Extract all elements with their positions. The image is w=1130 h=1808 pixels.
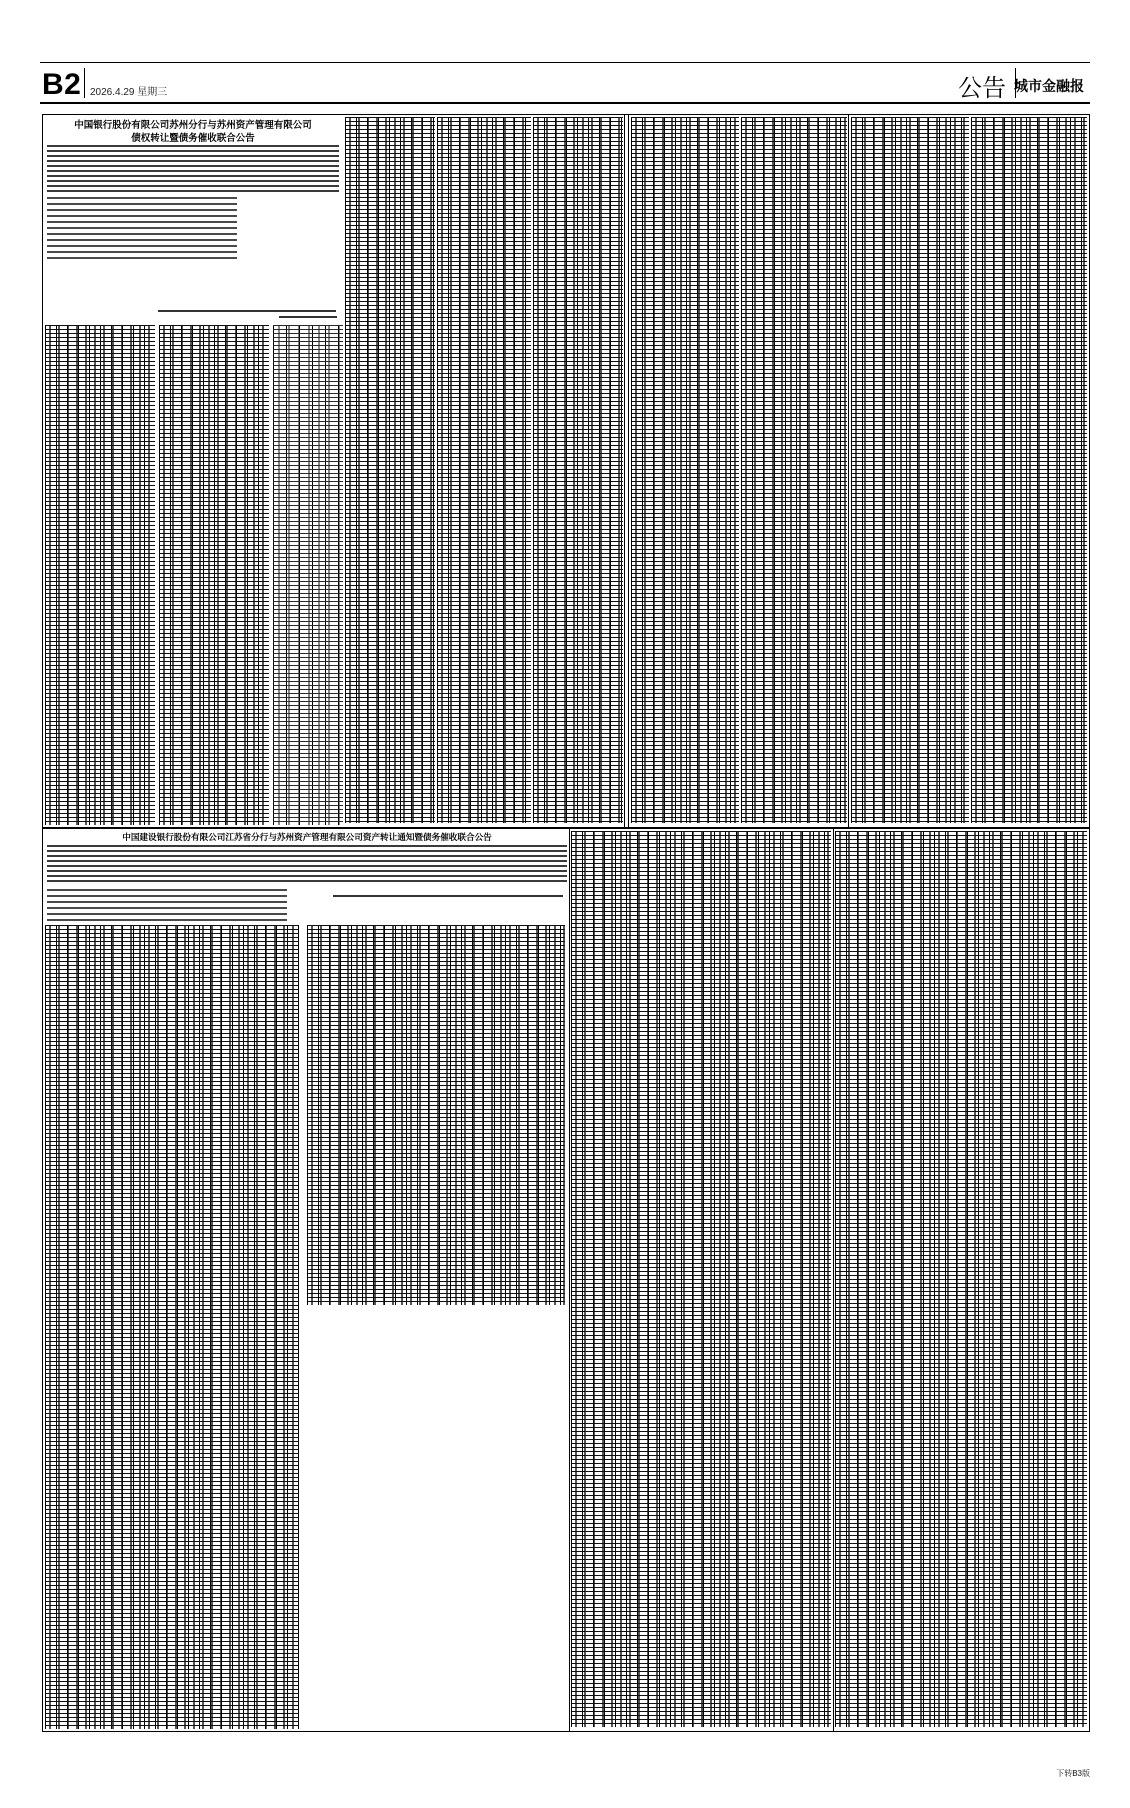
notice-top-table-col-8 xyxy=(741,117,847,823)
column-rule xyxy=(628,115,629,827)
column-rule xyxy=(624,115,625,827)
notice-top-table-col-5 xyxy=(437,117,531,823)
notice-bottom-table-col-4 xyxy=(835,831,1087,1727)
notice-top-table-col-7 xyxy=(631,117,739,823)
section-title: 公告 xyxy=(958,74,1006,102)
notice-top-title-line2: 债权转让暨债务催收联合公告 xyxy=(131,133,255,144)
continued-on-page-note: 下转B3版 xyxy=(1056,1769,1090,1778)
masthead-divider xyxy=(84,68,85,98)
notice-top-table-col-6 xyxy=(533,117,623,823)
publication-date: 2026.4.29 星期三 xyxy=(90,87,168,98)
notice-bottom-table-col-2 xyxy=(307,925,565,1305)
newspaper-brand: 城市金融报 xyxy=(1014,79,1084,95)
notice-top-table-col-2 xyxy=(159,325,269,825)
notice-top-sheet xyxy=(42,114,1090,828)
notice-top-title-line1: 中国银行股份有限公司苏州分行与苏州资产管理有限公司 xyxy=(74,120,312,131)
column-rule xyxy=(848,115,849,827)
notice-top-table-col-4 xyxy=(345,117,435,823)
column-rule xyxy=(569,829,570,1731)
edition-number: B2 xyxy=(42,68,82,101)
notice-top-body-text xyxy=(47,145,339,193)
notice-top-table-col-10 xyxy=(971,117,1087,823)
notice-bottom-contact-text xyxy=(47,889,287,921)
notice-top-table-col-3 xyxy=(273,325,343,825)
notice-bottom-title: 中国建设银行股份有限公司江苏省分行与苏州资产管理有限公司资产转让通知暨债务催收联合公告 xyxy=(122,833,492,843)
notice-top-signature xyxy=(158,310,336,312)
notice-bottom-sheet xyxy=(42,828,1090,1732)
notice-bottom-table-col-3 xyxy=(571,831,831,1727)
notice-top-contact-text xyxy=(47,197,237,263)
notice-bottom-table-col-1 xyxy=(45,925,299,1729)
notice-top-table-col-1 xyxy=(45,325,155,825)
masthead xyxy=(40,62,1090,104)
notice-top-date xyxy=(279,316,337,318)
notice-bottom-body-text xyxy=(47,845,567,885)
notice-top-table-col-9 xyxy=(851,117,969,823)
column-rule xyxy=(833,829,834,1731)
notice-bottom-signature xyxy=(333,895,563,897)
